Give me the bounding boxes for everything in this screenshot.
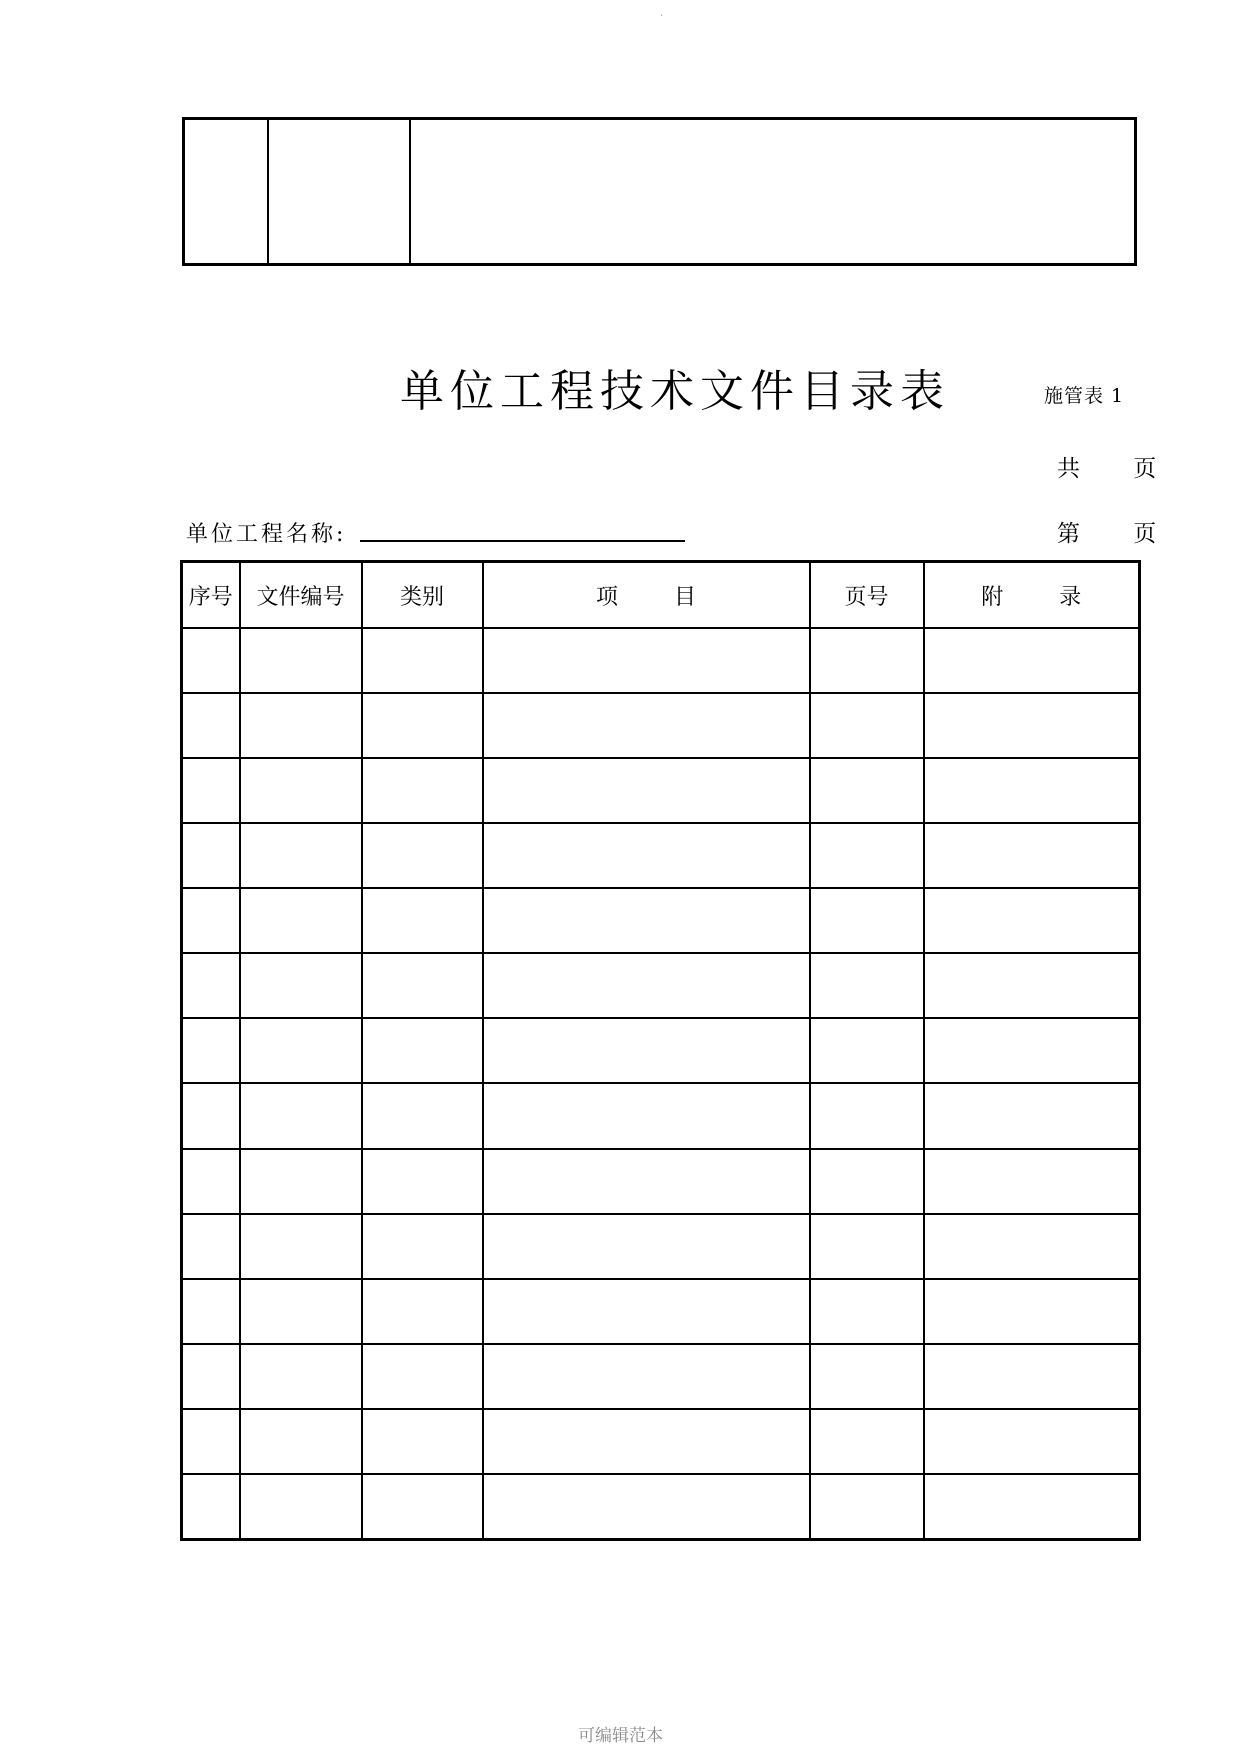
table-cell[interactable] — [240, 1344, 362, 1409]
table-cell[interactable] — [240, 823, 362, 888]
table-cell[interactable] — [924, 628, 1140, 693]
table-cell[interactable] — [924, 758, 1140, 823]
column-header-seq: 序号 — [182, 562, 240, 629]
table-row — [182, 1409, 1140, 1474]
table-row — [182, 1474, 1140, 1540]
table-cell[interactable] — [362, 693, 483, 758]
table-cell[interactable] — [924, 1018, 1140, 1083]
table-cell[interactable] — [362, 1279, 483, 1344]
project-name-input-line[interactable] — [360, 540, 685, 542]
column-header-file-no: 文件编号 — [240, 562, 362, 629]
table-cell[interactable] — [182, 888, 240, 953]
table-cell[interactable] — [182, 1279, 240, 1344]
table-cell[interactable] — [182, 628, 240, 693]
table-header-row — [182, 562, 1140, 629]
table-cell[interactable] — [483, 888, 810, 953]
table-cell[interactable] — [483, 1279, 810, 1344]
table-row — [182, 1018, 1140, 1083]
table-cell[interactable] — [810, 1018, 924, 1083]
table-cell[interactable] — [810, 1279, 924, 1344]
table-cell[interactable] — [924, 1083, 1140, 1148]
table-cell[interactable] — [810, 1344, 924, 1409]
table-cell[interactable] — [362, 1409, 483, 1474]
table-cell[interactable] — [483, 758, 810, 823]
table-cell[interactable] — [240, 1018, 362, 1083]
table-row — [182, 823, 1140, 888]
table-cell[interactable] — [362, 1214, 483, 1279]
table-row — [182, 1083, 1140, 1148]
table-cell[interactable] — [483, 1018, 810, 1083]
table-row — [182, 1344, 1140, 1409]
table-cell[interactable] — [182, 1474, 240, 1540]
top-table-divider — [409, 117, 411, 266]
table-row — [182, 1279, 1140, 1344]
table-cell[interactable] — [362, 1083, 483, 1148]
column-header-item: 项 目 — [483, 562, 810, 629]
footer-note: 可编辑范本 — [578, 1726, 663, 1746]
table-cell[interactable] — [182, 1149, 240, 1214]
table-cell[interactable] — [240, 888, 362, 953]
table-row — [182, 1149, 1140, 1214]
table-cell[interactable] — [483, 1083, 810, 1148]
table-cell[interactable] — [362, 1149, 483, 1214]
table-cell[interactable] — [810, 1083, 924, 1148]
table-cell[interactable] — [362, 1344, 483, 1409]
table-cell[interactable] — [924, 1279, 1140, 1344]
table-cell[interactable] — [810, 628, 924, 693]
table-cell[interactable] — [182, 1018, 240, 1083]
table-cell[interactable] — [810, 693, 924, 758]
table-cell[interactable] — [810, 758, 924, 823]
table-body — [182, 628, 1140, 1540]
table-cell[interactable] — [483, 1474, 810, 1540]
table-cell[interactable] — [362, 628, 483, 693]
table-cell[interactable] — [240, 1214, 362, 1279]
top-table-fragment — [182, 117, 1137, 266]
table-cell[interactable] — [483, 693, 810, 758]
table-cell[interactable] — [362, 1474, 483, 1540]
table-cell[interactable] — [810, 823, 924, 888]
table-cell[interactable] — [810, 953, 924, 1018]
table-cell[interactable] — [240, 628, 362, 693]
table-cell[interactable] — [182, 1409, 240, 1474]
table-row — [182, 693, 1140, 758]
project-name-label: 单位工程名称: — [186, 522, 347, 547]
table-cell[interactable] — [240, 758, 362, 823]
table-cell[interactable] — [240, 1409, 362, 1474]
table-cell[interactable] — [924, 1149, 1140, 1214]
table-row — [182, 758, 1140, 823]
table-row — [182, 888, 1140, 953]
current-page-label: 第 页 — [1057, 521, 1157, 547]
total-pages-label: 共 页 — [1057, 456, 1157, 482]
table-cell[interactable] — [924, 693, 1140, 758]
document-title: 单位工程技术文件目录表 — [400, 366, 950, 417]
catalog-table — [180, 560, 1141, 1541]
table-cell[interactable] — [240, 1149, 362, 1214]
header-dot: . — [660, 8, 664, 19]
table-cell[interactable] — [810, 888, 924, 953]
table-cell[interactable] — [924, 888, 1140, 953]
table-cell[interactable] — [182, 1214, 240, 1279]
table-cell[interactable] — [362, 758, 483, 823]
column-header-appendix: 附 录 — [924, 562, 1140, 629]
table-cell[interactable] — [362, 888, 483, 953]
table-cell[interactable] — [810, 1409, 924, 1474]
form-code: 施管表 1 — [1044, 385, 1125, 407]
table-cell[interactable] — [182, 758, 240, 823]
table-cell[interactable] — [924, 1344, 1140, 1409]
table-cell[interactable] — [483, 823, 810, 888]
table-cell[interactable] — [810, 1474, 924, 1540]
table-cell[interactable] — [483, 628, 810, 693]
table-cell[interactable] — [483, 1344, 810, 1409]
table-cell[interactable] — [810, 1214, 924, 1279]
table-cell[interactable] — [182, 1083, 240, 1148]
table-row — [182, 1214, 1140, 1279]
table-cell[interactable] — [240, 1083, 362, 1148]
table-cell[interactable] — [362, 953, 483, 1018]
table-cell[interactable] — [182, 823, 240, 888]
table-cell[interactable] — [240, 953, 362, 1018]
table-row — [182, 628, 1140, 693]
table-cell[interactable] — [810, 1149, 924, 1214]
table-cell[interactable] — [182, 693, 240, 758]
table-cell[interactable] — [240, 693, 362, 758]
table-cell[interactable] — [483, 1149, 810, 1214]
table-row — [182, 953, 1140, 1018]
table-cell[interactable] — [483, 953, 810, 1018]
table-cell[interactable] — [240, 1474, 362, 1540]
column-header-page-no: 页号 — [810, 562, 924, 629]
column-header-category: 类别 — [362, 562, 483, 629]
table-cell[interactable] — [483, 1214, 810, 1279]
table-cell[interactable] — [362, 1018, 483, 1083]
table-cell[interactable] — [924, 1409, 1140, 1474]
table-cell[interactable] — [924, 1474, 1140, 1540]
table-cell[interactable] — [924, 953, 1140, 1018]
table-cell[interactable] — [483, 1409, 810, 1474]
table-cell[interactable] — [240, 1279, 362, 1344]
top-table-divider — [267, 117, 269, 266]
table-cell[interactable] — [924, 823, 1140, 888]
table-cell[interactable] — [924, 1214, 1140, 1279]
table-cell[interactable] — [362, 823, 483, 888]
table-cell[interactable] — [182, 1344, 240, 1409]
table-cell[interactable] — [182, 953, 240, 1018]
